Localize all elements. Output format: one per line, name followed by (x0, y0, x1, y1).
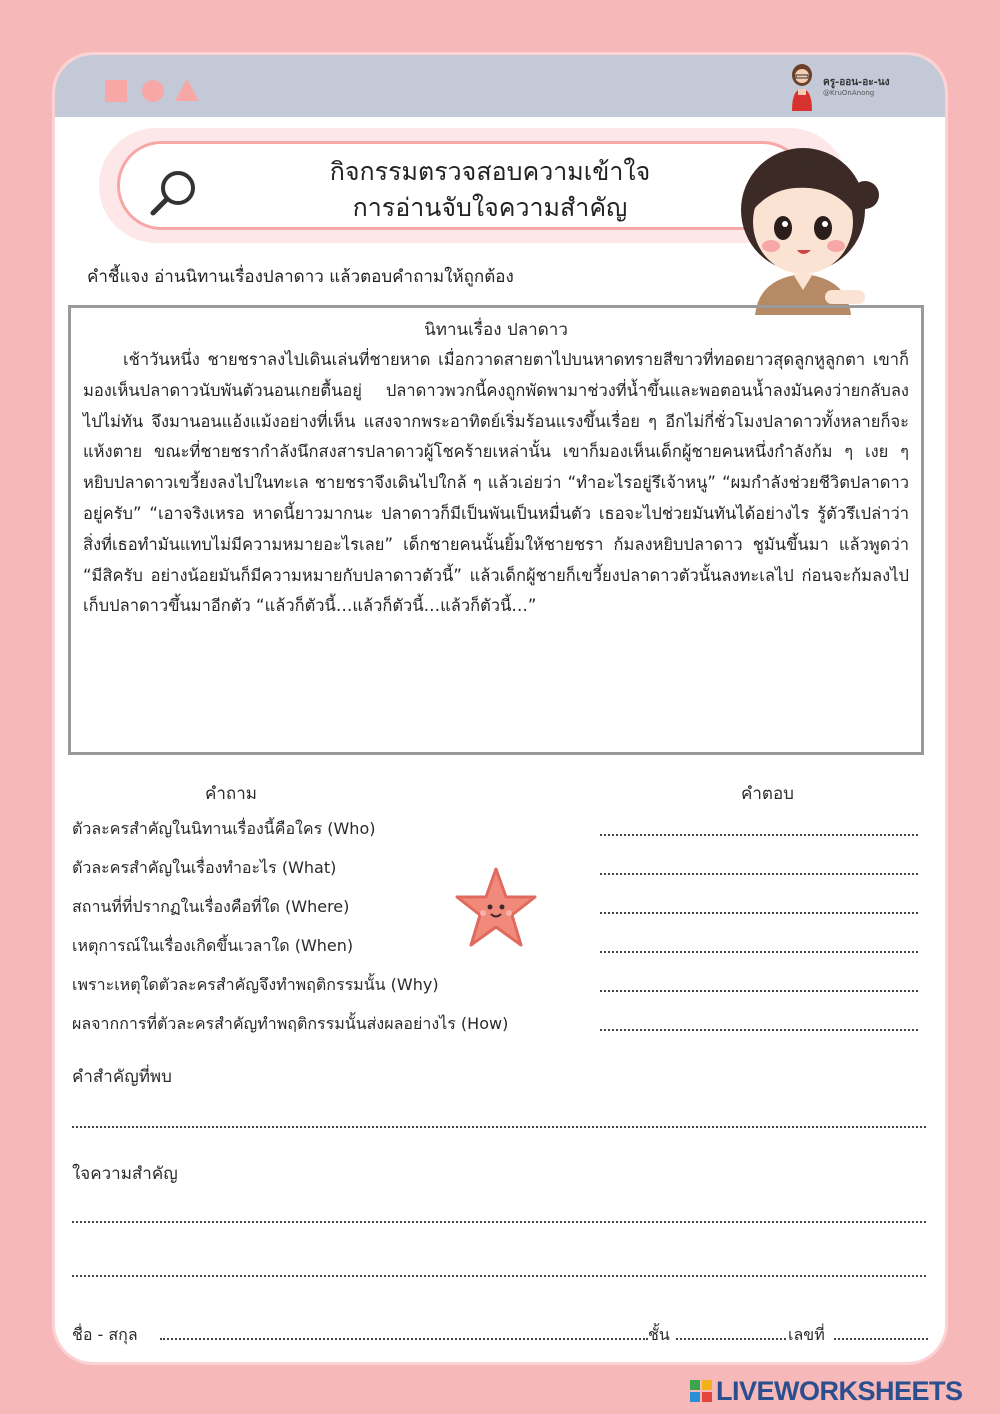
question-row (72, 973, 922, 1003)
answer-header: คำตอบ (741, 784, 794, 804)
author-handle: @KruOnAnong (823, 89, 875, 97)
answer-line-what[interactable] (600, 873, 918, 875)
name-field[interactable] (160, 1338, 648, 1340)
author-name: ครู-ออน-อะ-นง (823, 77, 890, 88)
question-what: ตัวละครสำคัญในเรื่องทำอะไร (What) (72, 858, 337, 877)
main-idea-answer-line-2[interactable] (72, 1275, 926, 1277)
student-info-footer (72, 1323, 930, 1347)
search-icon (148, 166, 200, 218)
answer-line-where[interactable] (600, 912, 918, 914)
liveworksheets-logo (690, 1376, 990, 1406)
worksheet-sheet (55, 55, 945, 1362)
question-where: สถานที่ที่ปรากฏในเรื่องคือที่ใด (Where) (72, 897, 350, 916)
story-text: เช้าวันหนึ่ง ชายชราลงไปเดินเล่นที่ชายหาด เมื่อกวาดสายตาไปบนหาดทรายสีขาวที่ทอดยาวสุดลูกหูลูกตา เขาก็มองเห็นปลาดาวนับพันตัวนอนเกยตื้นอยู่ ปลาดาวพวกนี้คงถูกพัดพามาช่วงที่น้ำขึ้นและพอตอนน้ำลงมันคงว่ายกลับลงไปไม่ทัน จึงมานอนแอ้งแม้งอย่างที่เห็น แสงจากพระอาทิตย์เริ่มร้อนแรงขึ้นเรื่อย ๆ อีกไม่กี่ชั่วโมงปลาดาวทั้งหลายก็จะแห้งตาย ขณะที่ชายชรากำลังนึกสงสารปลาดาวผู้โชคร้ายเหล่านั้น เขาก็มองเห็นเด็กผู้ชายคนหนึ่งกำลังก้ม ๆ เงย ๆ หยิบปลาดาวเขวี้ยงลงไปในทะเล ชายชราจึงเดินไปใกล้ ๆ แล้วเอ่ยว่า “ทำอะไรอยู่รึเจ้าหนู” “ผมกำลังช่วยชีวิตปลาดาวอยู่ครับ” “เอาจริงเหรอ หาดนี้ยาวมากนะ ปลาดาวก็มีเป็นพันเป็นหมื่นตัว เธอจะไปช่วยมันทันได้อย่างไร รู้ตัวรึเปล่าว่าสิ่งที่เธอทำมันแทบไม่มีความหมายอะไรเลย” เด็กชายคนนั้นยิ้มให้ชายชรา ก้มลงหยิบปลาดาว ชูมันขึ้นมา แล้วพูดว่า “มีสิครับ อย่างน้อยมันก็มีความหมายกับปลาดาวตัวนี้” แล้วเด็กผู้ชายก็เขวี้ยงปลาดาวตัวนั้นลงทะเลไป ก่อนจะก้มลงไปเก็บปลาดาวขึ้นมาอีกตัว “แล้วก็ตัวนี้…แล้วก็ตัวนี้…แล้วก็ตัวนี้…” (83, 350, 909, 616)
top-bar (55, 55, 945, 117)
question-row (72, 817, 922, 847)
main-idea-answer-line-1[interactable] (72, 1221, 926, 1223)
question-who: ตัวละครสำคัญในนิทานเรื่องนี้คือใคร (Who) (72, 819, 376, 838)
question-row (72, 1012, 922, 1042)
main-idea-label: ใจความสำคัญ (72, 1164, 178, 1184)
circle-shape-icon (142, 80, 164, 102)
keywords-answer-line[interactable] (72, 1126, 926, 1128)
question-when: เหตุการณ์ในเรื่องเกิดขึ้นเวลาใด (When) (72, 936, 354, 955)
answer-line-why[interactable] (600, 990, 918, 992)
number-label: เลขที่ (788, 1325, 825, 1344)
name-label: ชื่อ - สกุล (72, 1325, 138, 1344)
answer-line-who[interactable] (600, 834, 918, 836)
question-why: เพราะเหตุใดตัวละครสำคัญจึงทำพฤติกรรมนั้น (Why) (72, 975, 439, 994)
starfish-icon (453, 865, 539, 951)
instruction-text: คำชี้แจง อ่านนิทานเรื่องปลาดาว แล้วตอบคำถามให้ถูกต้อง (87, 267, 514, 287)
teacher-avatar-icon (787, 61, 817, 113)
keywords-label: คำสำคัญที่พบ (72, 1067, 172, 1087)
liveworksheets-text: LIVEWORKSHEETS (716, 1376, 963, 1406)
question-header: คำถาม (205, 784, 257, 804)
title-line-1: กิจกรรมตรวจสอบความเข้าใจ (329, 157, 651, 186)
story-title: นิทานเรื่อง ปลาดาว (424, 320, 568, 340)
answer-line-how[interactable] (600, 1029, 918, 1031)
title-search-box (117, 141, 807, 230)
liveworksheets-mark-icon (690, 1380, 712, 1402)
class-label: ชั้น (648, 1325, 670, 1344)
girl-teacher-illustration (715, 140, 885, 315)
story-box (68, 305, 924, 755)
triangle-shape-icon (175, 79, 199, 101)
number-field[interactable] (834, 1338, 928, 1340)
square-shape-icon (105, 80, 127, 102)
class-field[interactable] (676, 1338, 786, 1340)
author-brand (787, 61, 907, 113)
title-line-2: การอ่านจับใจความสำคัญ (352, 193, 628, 222)
answer-line-when[interactable] (600, 951, 918, 953)
question-how: ผลจากการที่ตัวละครสำคัญทำพฤติกรรมนั้นส่งผลอย่างไร (How) (72, 1014, 509, 1033)
